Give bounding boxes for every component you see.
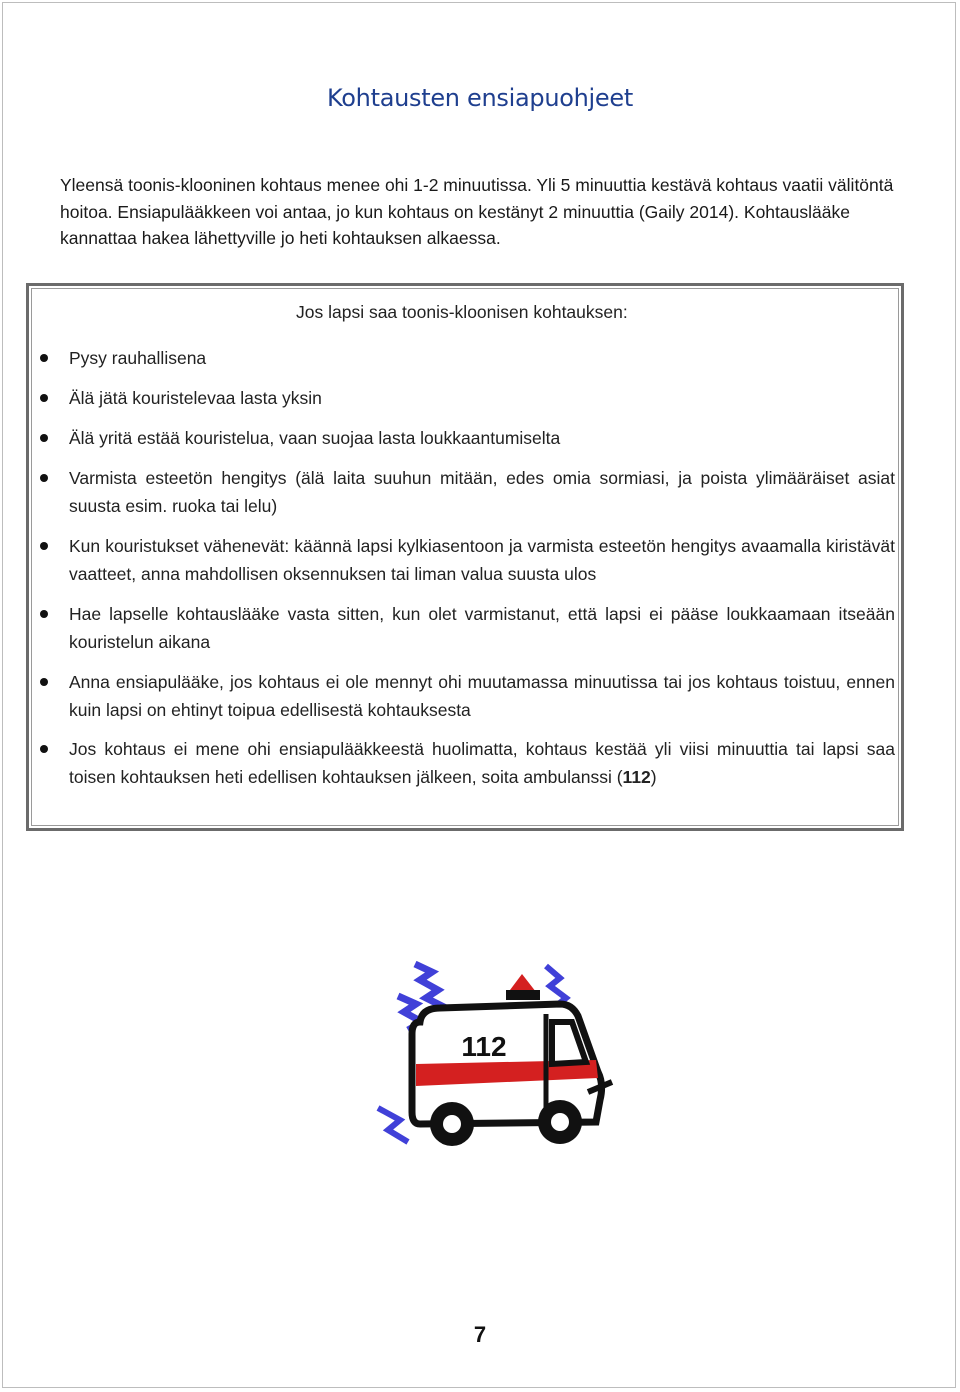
list-item [69, 384, 895, 412]
list-item-text: Varmista esteetön hengitys (älä laita suuhun mitään, edes omia sormiasi, ja poista ylimääräiset asiat suusta esim. ruoka tai lelu) [69, 468, 895, 516]
list-item-text: Jos kohtaus ei mene ohi ensiapulääkkeestä huolimatta, kohtaus kestää yli viisi minuuttia tai lapsi saa toisen kohtauksen heti edellisen kohtauksen jälkeen, soita ambulanssi ( [69, 739, 895, 787]
ambulance-icon [360, 952, 620, 1152]
list-item [69, 464, 895, 520]
bullet-icon [40, 610, 48, 618]
list-item [69, 424, 895, 452]
beacon-light [510, 974, 536, 992]
beacon-base [506, 990, 540, 1000]
ambulance-label: 112 [461, 1031, 507, 1062]
bullet-icon [40, 745, 48, 753]
list-item-text: Älä jätä kouristelevaa lasta yksin [69, 388, 322, 408]
bullet-icon [40, 354, 48, 362]
emergency-number: 112 [622, 767, 651, 787]
bullet-icon [40, 474, 48, 482]
front-hub [551, 1113, 569, 1131]
flash-left-top [415, 964, 446, 1008]
bullet-icon [40, 542, 48, 550]
bullet-icon [40, 394, 48, 402]
list-item-text: Älä yritä estää kouristelua, vaan suojaa lasta loukkaantumiselta [69, 428, 561, 448]
list-item-text: Hae lapselle kohtauslääke vasta sitten, kun olet varmistanut, että lapsi ei pääse loukkaamaan itseään kouristelun aikana [69, 604, 895, 652]
list-item-close: ) [650, 767, 657, 787]
list-item [69, 600, 895, 656]
intro-paragraph: Yleensä toonis-klooninen kohtaus menee ohi 1-2 minuutissa. Yli 5 minuuttia kestävä kohtaus vaatii välitöntä hoitoa. Ensiapulääkkeen voi antaa, jo kun kohtaus on kestänyt 2 minuuttia (Gaily 2014). Kohtauslääke kannattaa hakea lähettyville jo heti kohtauksen alkaessa. [60, 175, 894, 248]
flash-ground [378, 1108, 408, 1142]
list-item [69, 668, 895, 724]
list-item-text: Kun kouristukset vähenevät: käännä lapsi kylkiasentoon ja varmista esteetön hengitys avaamalla kiristävät vaatteet, anna mahdollisen oksennuksen tai liman valua suusta ulos [69, 536, 895, 584]
bullet-icon [40, 678, 48, 686]
list-item-text: Anna ensiapulääke, jos kohtaus ei ole mennyt ohi muutamassa minuutissa tai jos kohtaus toistuu, ennen kuin lapsi on ehtinyt toipua edellisestä kohtauksesta [69, 672, 895, 720]
rear-hub [443, 1115, 461, 1133]
list-item-text: Pysy rauhallisena [69, 348, 207, 368]
list-item [69, 532, 895, 588]
list-item [69, 735, 895, 791]
page-number: 7 [473, 1322, 487, 1347]
page-title: Kohtausten ensiapuohjeet [327, 84, 633, 112]
box-heading: Jos lapsi saa toonis-kloonisen kohtauksen: [296, 302, 628, 322]
bullet-icon [40, 434, 48, 442]
flash-right [546, 966, 566, 1006]
list-item [69, 344, 895, 372]
